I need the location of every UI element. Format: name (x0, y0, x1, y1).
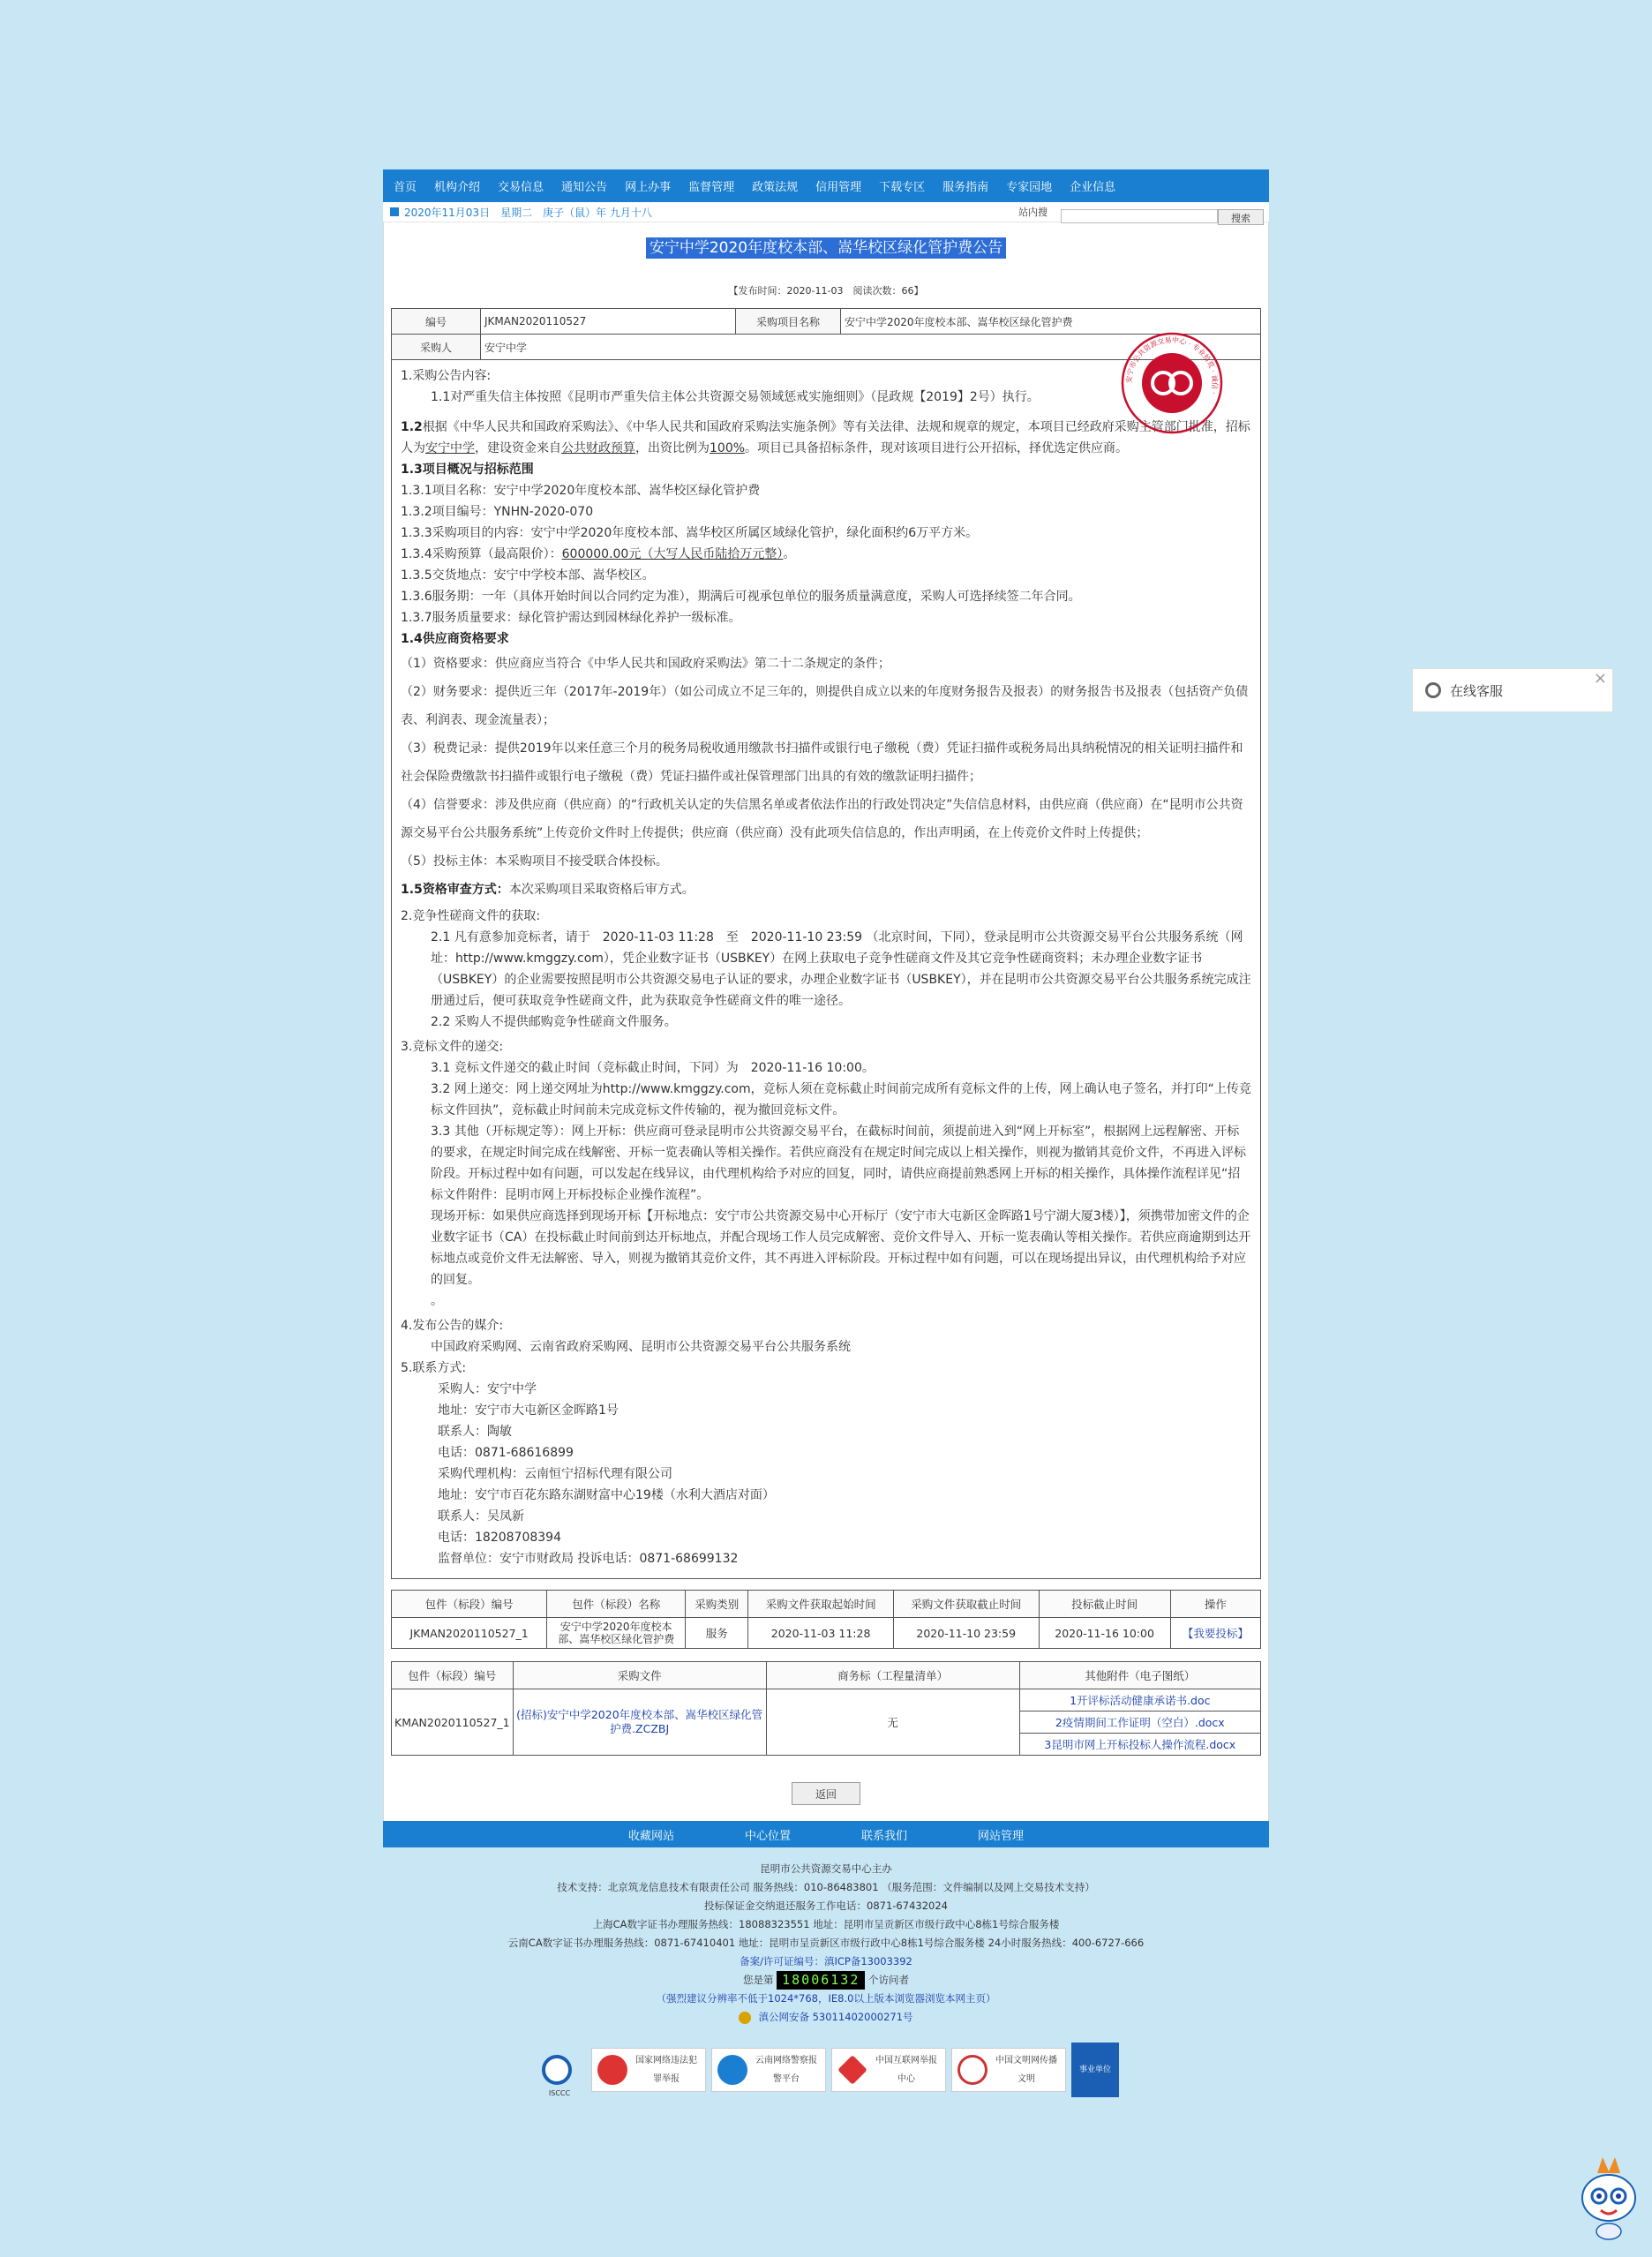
line: （2）财务要求：提供近三年（2017年-2019年）（如公司成立不足三年的，则提供自成立以来的年度财务报告及报表）的财务报告书及报表（包括资产负债表、利润表、现金流量表）； (401, 685, 1249, 727)
line: 1.3.3采购项目的内容：安宁中学2020年度校本部、嵩华校区所属区域绿化管护，绿化面积约6万平方米。 (401, 526, 979, 540)
badge-label: 中国互联网举报中心 (875, 2056, 937, 2084)
column-header: 商务标（工程量清单） (766, 1662, 1019, 1689)
line: （3）税费记录：提供2019年以来任意三个月的税务局税收通用缴款书扫描件或银行电子缴税（费）凭证扫描件或税务局出具纳税情况的相关证明扫描件和社会保险费缴款书扫描件或银行电子缴税（费）凭证扫描件或社保管理部门出具的有效的缴款证明扫描件； (401, 741, 1243, 784)
page-container (383, 169, 1269, 2097)
nav-item[interactable]: 下载专区 (879, 181, 926, 194)
badge-label: 中国文明网传播文明 (995, 2056, 1057, 2084)
value-buyer: 安宁中学 (481, 335, 1261, 360)
value-project: 安宁中学2020年度校本部、嵩华校区绿化管护费 (841, 309, 1261, 335)
nav-item[interactable]: 服务指南 (942, 181, 989, 194)
line-1-5 (401, 876, 1251, 904)
footer-nav-item[interactable]: 联系我们 (861, 1829, 908, 1843)
text: 1.3.4采购预算（最高限价）： (401, 547, 562, 561)
attachment-link[interactable]: 3昆明市网上开标投标人操作流程.docx (1019, 1734, 1260, 1756)
online-service-label: 在线客服 (1450, 682, 1504, 699)
section-title: 3.竞标文件的递交: (401, 1040, 504, 1054)
underlined-text: 公共财政预算 (561, 441, 635, 455)
contact-line: 采购人：安宁中学 (438, 1382, 537, 1396)
contact-line: 采购代理机构：云南恒宁招标代理有限公司 (438, 1467, 672, 1481)
heading-1-4: 1.4供应商资格要求 (401, 632, 509, 646)
nav-item[interactable]: 企业信息 (1070, 181, 1116, 194)
footer-nav-item[interactable]: 收藏网站 (627, 1829, 674, 1843)
nav-item[interactable]: 通知公告 (561, 181, 608, 194)
paragraph: 3.2 网上递交：网上递交网址为http://www.kmggzy.com，竞标人须在竞标截止时间前完成所有竞标文件的上传，网上确认电子签名，并打印“上传竞标文件回执”，竞标截止时间前未完成竞标文件传输的，视为撤回竞标文件。 (431, 1082, 1251, 1117)
info-bar (383, 202, 1269, 222)
nav-item[interactable]: 网上办事 (625, 181, 672, 194)
footer-line: 上海CA数字证书办理服务热线：18088323551 地址：昆明市呈贡新区市级行政中心8栋1号综合服务楼 (592, 1918, 1060, 1930)
attachment-link[interactable]: 1开评标活动健康承诺书.doc (1019, 1689, 1260, 1712)
close-icon[interactable]: × (1593, 669, 1607, 688)
attachment-link[interactable]: 2疫情期间工作证明（空白）.docx (1019, 1712, 1260, 1734)
mascot-icon[interactable] (1580, 2154, 1638, 2242)
bold-num: 1.5 (401, 883, 423, 897)
paragraph: 3.3 其他（开标规定等）：网上开标：供应商可登录昆明市公共资源交易平台，在截标时间前，须提前进入到“网上开标室”，根据网上远程解密、开标的要求，在规定时间完成在线解密、开标一览表确认等相关操作。若供应商没有在规定时间完成以上相关操作，则视为撤销其竞价文件，不再进入评标阶段。开标过程中如有问题，可以发起在线异议，由代理机构给予对应的回复，同时，请供应商提前熟悉网上开标的相关操作，具体操作流程详见“招标文件附件：昆明市网上开标投标企业操作流程”。 (431, 1125, 1246, 1202)
police-badge-icon (739, 2012, 751, 2024)
back-button[interactable]: 返回 (792, 1782, 860, 1805)
documents-table (391, 1661, 1261, 1756)
column-header: 包件（标段）名称 (547, 1591, 686, 1618)
paragraph: 2.2 采购人不提供邮购竞争性磋商文件服务。 (431, 1015, 677, 1029)
line: 1.3.5交货地点：安宁中学校本部、嵩华校区。 (401, 568, 655, 583)
paragraph: 现场开标：如果供应商选择到现场开标【开标地点：安宁市公共资源交易中心开标厅（安宁市大屯新区金晖路1号宁湖大厦3楼）】，须携带加密文件的企业数字证书（CA）在投标截止时间前到达开标地点，并配合现场工作人员完成解密、竞价文件导入、开标一览表确认等相关操作。若供应商逾期到达开标地点或竞价文件无法解密、导入，则视为撤销其竞价文件，其不再进入评标阶段。开标过程中如有问题，可以在现场提出异议，由代理机构给予对应的回复。 (431, 1209, 1251, 1287)
line: （1）资格要求：供应商应当符合《中华人民共和国政府采购法》第二十二条规定的条件； (401, 657, 890, 671)
contact-line: 地址：安宁市百花东路东湖财富中心19楼（水利大酒店对面） (438, 1488, 775, 1502)
line: 1.3.7服务质量要求：绿化管护需达到园林绿化养护一级标准。 (401, 611, 741, 625)
contact-line: 地址：安宁市大屯新区金晖路1号 (438, 1403, 619, 1418)
page-title (391, 235, 1261, 257)
nav-item[interactable]: 监督管理 (688, 181, 735, 194)
underlined-text: 100% (710, 441, 746, 455)
contact-line: 监督单位：安宁市财政局 投诉电话：0871-68699132 (438, 1552, 739, 1566)
bid-link[interactable]: 【我要投标】 (1170, 1618, 1260, 1649)
paragraph: 1.1对严重失信主体按照《昆明市严重失信主体公共资源交易领域惩戒实施细则》（昆政规【2019】2号）执行。 (431, 390, 1040, 404)
current-date: 2020年11月03日 星期二 庚子（鼠）年 九月十八 (404, 206, 652, 219)
text: 根据《中华人民共和国政府采购法》、《中华人民共和国政府采购法实施条例》等有关法律、法规和规章的规定，本项目已经政府采购主管部门批准，招标人为 (401, 420, 1250, 455)
footer-line: 投标保证金交纳退还服务工作电话：0871-67432024 (704, 1900, 948, 1912)
section-title: 2.竞争性磋商文件的获取: (401, 909, 541, 923)
section-title: 1.采购公告内容: (401, 369, 492, 383)
column-header: 采购文件 (513, 1662, 766, 1689)
contact-line: 联系人：吴凤新 (438, 1509, 524, 1523)
text: 本次采购项目采取资格后审方式。 (508, 883, 695, 897)
nav-item[interactable]: 首页 (394, 181, 417, 194)
main-content (383, 222, 1269, 1821)
column-header: 投标截止时间 (1039, 1591, 1170, 1618)
line-budget (401, 544, 1251, 565)
paragraph: 中国政府采购网、云南省政府采购网、昆明市公共资源交易平台公共服务系统 (431, 1340, 851, 1354)
contact-line: 电话：18208708394 (438, 1531, 561, 1545)
footer-line: （强烈建议分辨率不低于1024*768，IE8.0以上版本浏览器浏览本网主页） (656, 1992, 996, 2005)
isccc-badge[interactable] (533, 2048, 586, 2097)
text: 个访问者 (868, 1974, 910, 1986)
publish-meta: 【发布时间：2020-11-03 阅读次数：66】 (728, 285, 924, 297)
nav-item[interactable]: 信用管理 (815, 181, 862, 194)
police-icon (597, 2055, 627, 2085)
section-title: 5.联系方式: (401, 1361, 467, 1375)
nav-item[interactable]: 政策法规 (752, 181, 799, 194)
search-input[interactable] (1061, 209, 1218, 223)
text: 。项目已具备招标条件，现对该项目进行公开招标，择优选定供应商。 (745, 441, 1129, 455)
nav-item[interactable]: 交易信息 (498, 181, 544, 194)
column-header: 包件（标段）编号 (392, 1591, 547, 1618)
cyber-police-badge[interactable] (711, 2048, 826, 2092)
line: （4）信誉要求：涉及供应商（供应商）的“行政机关认定的失信黑名单或者依法作出的行政处罚决定”失信信息材料，由供应商（供应商）在“昆明市公共资源交易平台公共服务系统”上传竞价文件时上传提供；供应商（供应商）没有此项失信信息的，作出声明函，在上传竞价文件时上传提供； (401, 798, 1243, 840)
civilization-icon (957, 2055, 987, 2085)
contact-line: 联系人：陶敏 (438, 1425, 512, 1439)
package-table (391, 1590, 1261, 1649)
table-row (392, 1618, 1261, 1649)
cell: 2020-11-03 11:28 (748, 1618, 894, 1649)
seal-text: 安宁市公共资源交易中心 · 专业拾荒 · 诚信 · (1124, 335, 1220, 395)
cell: 无 (766, 1689, 1019, 1756)
line: 1.3.2项目编号：YNHN-2020-070 (401, 505, 594, 519)
cyber-police-icon (717, 2055, 747, 2085)
report-badge[interactable] (591, 2048, 706, 2092)
heading-1-3: 1.3项目概况与招标范围 (401, 463, 534, 477)
headset-icon (1425, 682, 1441, 698)
page-title-text: 安宁中学2020年度校本部、嵩华校区绿化管护费公告 (646, 237, 1006, 259)
column-header: 采购文件获取起始时间 (748, 1591, 894, 1618)
column-header: 采购文件获取截止时间 (893, 1591, 1039, 1618)
contact-line: 电话：0871-68616899 (438, 1446, 574, 1460)
paragraph: 3.1 竞标文件递交的截止时间（竞标截止时间，下同）为 2020-11-16 10:00。 (431, 1061, 875, 1075)
site-search-label: 站内搜 (1018, 207, 1048, 218)
official-seal-icon (1119, 330, 1225, 436)
footer (383, 1860, 1269, 2097)
visitor-counter: 18006132 (777, 1971, 865, 1990)
footer-nav-item[interactable]: 中心位置 (744, 1829, 791, 1843)
line: 1.3.1项目名称：安宁中学2020年度校本部、嵩华校区绿化管护费 (401, 484, 761, 498)
line: （5）投标主体：本采购项目不接受联合体投标。 (401, 854, 668, 869)
footer-line: 昆明市公共资源交易中心主办 (760, 1862, 892, 1875)
text: ，建设资金来自 (475, 441, 561, 455)
label-project: 采购项目名称 (736, 309, 841, 335)
bold-text: 资格审查方式： (422, 883, 509, 897)
main-nav (383, 169, 1269, 202)
badge-label: 事业单位 (1078, 2065, 1111, 2074)
search-button[interactable]: 搜索 (1218, 209, 1264, 225)
online-service-widget[interactable] (1412, 668, 1613, 712)
table-row (392, 1689, 1261, 1712)
badge-label: 云南网络警察报警平台 (755, 2056, 817, 2084)
visitor-counter-line (383, 1971, 1269, 1990)
procurement-file-link[interactable]: (招标)安宁中学2020年度校本部、嵩华校区绿化管护费.ZCZBJ (513, 1689, 766, 1756)
text: 您是第 (742, 1974, 774, 1986)
footer-nav-item[interactable]: 网站管理 (978, 1829, 1025, 1843)
text: 滇公网安备 53011402000271号 (758, 2011, 913, 2023)
text: 。 (783, 547, 796, 561)
cell: 2020-11-10 23:59 (893, 1618, 1039, 1649)
police-record-line[interactable] (383, 2008, 1269, 2027)
badge-row (383, 2043, 1269, 2097)
cell: 安宁中学2020年度校本部、嵩华校区绿化管护费 (547, 1618, 686, 1649)
underlined-text: 600000.00元（大写人民币陆拾万元整） (561, 547, 784, 561)
report-center-icon (837, 2055, 867, 2085)
cell: 2020-11-16 10:00 (1039, 1618, 1170, 1649)
bold-num: 1.2 (401, 420, 423, 434)
column-header: 采购类别 (686, 1591, 748, 1618)
cell: 服务 (686, 1618, 748, 1649)
label-buyer: 采购人 (392, 335, 481, 360)
internet-report-badge[interactable] (831, 2048, 946, 2092)
footer-nav (383, 1821, 1269, 1847)
paragraph: 2.1 凡有意参加竞标者，请于 2020-11-03 11:28 至 2020-11-10 23:59 （北京时间，下同），登录昆明市公共资源交易平台公共服务系统（网址：http://www.kmggzy.com），凭企业数字证书（USBKEY）在网上获取电子竞争性磋商文件及其它竞争性磋商资料；未办理企业数字证书（USBKEY）的企业需要按照昆明市公共资源交易电子认证的要求，办理企业数字证书（USBKEY），并在昆明市公共资源交易平台公共服务系统完成注册通过后，便可获取竞争性磋商文件，此为获取竞争性磋商文件的唯一途径。 (431, 930, 1251, 1008)
line: 1.3.6服务期：一年（具体开始时间以合同约定为准），期满后可视承包单位的服务质量满意度，采购人可选择续签二年合同。 (401, 590, 1081, 604)
label-no: 编号 (392, 309, 481, 335)
nav-item[interactable]: 机构介绍 (434, 181, 481, 194)
badge-label: ISCCC (548, 2088, 571, 2097)
notice-body (391, 335, 1261, 1579)
underlined-text: 安宁中学 (425, 441, 475, 455)
nav-item[interactable]: 专家园地 (1006, 181, 1053, 194)
icp-link[interactable]: 备案/许可证编号：滇ICP备13003392 (740, 1955, 912, 1967)
calendar-icon (390, 207, 399, 216)
footer-line: 技术支持：北京筑龙信息技术有限责任公司 服务热线：010-86483801 （服务范围：文件编制以及网上交易技术支持） (557, 1881, 1095, 1893)
cell: JKMAN2020110527_1 (392, 1618, 547, 1649)
badge-label: 国家网络违法犯罪举报 (635, 2056, 697, 2084)
cell: KMAN2020110527_1 (392, 1689, 514, 1756)
text: ，出资比例为 (635, 441, 710, 455)
value-no: JKMAN2020110527 (481, 309, 736, 335)
section-title: 4.发布公告的媒介: (401, 1319, 504, 1333)
paragraph: 。 (431, 1294, 443, 1308)
isccc-icon (542, 2055, 572, 2085)
institution-badge[interactable] (1071, 2043, 1119, 2097)
column-header: 操作 (1170, 1591, 1260, 1618)
column-header: 包件（标段）编号 (392, 1662, 514, 1689)
civilization-badge[interactable] (951, 2048, 1066, 2092)
column-header: 其他附件（电子图纸） (1019, 1662, 1260, 1689)
footer-line: 云南CA数字证书办理服务热线：0871-67410401 地址：昆明市呈贡新区市级行政中心8栋1号综合服务楼 24小时服务热线：400-6727-666 (507, 1937, 1145, 1949)
